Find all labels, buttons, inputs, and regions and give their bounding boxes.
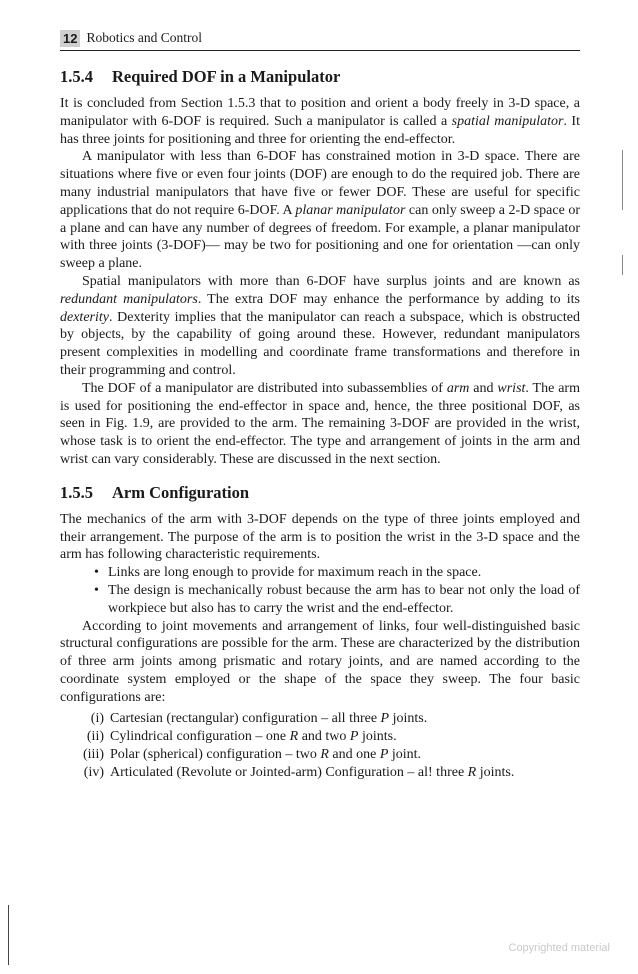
copyright-watermark: Copyrighted material bbox=[508, 942, 610, 954]
running-header bbox=[60, 28, 580, 51]
margin-rule-lower bbox=[622, 255, 623, 275]
list-item: (iii) Polar (spherical) configuration – two R and one P joint. bbox=[83, 746, 422, 762]
configuration-list bbox=[60, 710, 580, 782]
paragraph: The mechanics of the arm with 3-DOF depends on the type of three joints employed and their arrangement. The purpose of the arm is to position the wrist in the 3-D space and the arm has following characteristic requirements. bbox=[60, 511, 580, 563]
paragraph: According to joint movements and arrangement of links, four well-distinguished basic structural configurations are possible for the arm. These are characterized by the distribution of three arm joints among prismatic and rotary joints, and are named according to the coordinate system employed or the shape of the space they sweep. The four basic configurations are: bbox=[60, 618, 580, 705]
list-item: • Links are long enough to provide for maximum reach in the space. bbox=[96, 564, 580, 582]
paragraph: A manipulator with less than 6-DOF has constrained motion in 3-D space. There are situations where five or even four joints (DOF) are enough to do the required job. There are many industrial manipulators that have five or fewer DOF. These are useful for specific applications that do not require 6-DOF. A planar manipulator can only sweep a 2-D space or a plane and can have any number of degrees of freedom. For example, a planar manipulator with three joints (3-DOF)— may be two for positioning and one for orientation —can only sweep a plane. bbox=[60, 149, 580, 272]
list-item: (i) Cartesian (rectangular) configuration – all three P joints. bbox=[90, 710, 428, 726]
paragraph: It is concluded from Section 1.5.3 that to position and orient a body freely in 3-D space, a manipulator with 6-DOF is required. Such a manipulator is called a spatial manipulator. It has three joints for positioning and three for orienting the end-effector. bbox=[60, 96, 580, 147]
paragraph: The DOF of a manipulator are distributed into subassemblies of arm and wrist. The arm is used for positioning the end-effector in space and, hence, the three positional DOF, as seen in Fig. 1.9, are provided to the arm. The remaining 3-DOF are provided in the wrist, whose task is to orient the end-effector. The type and arrangement of joints in the arm and wrist can vary considerably. These are discussed in the next section. bbox=[60, 380, 580, 467]
margin-rule-upper bbox=[622, 150, 623, 210]
list-item: (iv) Articulated (Revolute or Jointed-arm) Configuration – al! three R joints. bbox=[83, 764, 515, 780]
section-heading-1-5-4 bbox=[60, 67, 580, 87]
paragraph: Spatial manipulators with more than 6-DOF have surplus joints and are known as redundant manipulators. The extra DOF may enhance the performance by adding to its dexterity. Dexterity implies that the manipulator can reach a subspace, which is obstructed by objects, by the capability of going around these. However, redundant manipulators present complexities in modelling and coordinate frame transformations and therefore in their programming and control. bbox=[60, 273, 581, 378]
book-page bbox=[60, 28, 580, 782]
section-title: Required DOF in a Manipulator bbox=[112, 67, 341, 86]
section-number: 1.5.4 bbox=[60, 67, 93, 86]
list-item: (ii) Cylindrical configuration – one R and two P joints. bbox=[86, 728, 397, 744]
margin-rule-bottom bbox=[8, 905, 9, 965]
requirements-list bbox=[60, 564, 580, 617]
running-title: Robotics and Control bbox=[86, 30, 202, 45]
section-number: 1.5.5 bbox=[60, 482, 93, 502]
section-title: Arm Configuration bbox=[112, 482, 250, 502]
section-heading-1-5-5 bbox=[60, 483, 580, 503]
list-item: • The design is mechanically robust because the arm has to bear not only the load of workpiece but also has to carry the wrist and the end-effector. bbox=[96, 582, 580, 618]
page-number: 12 bbox=[60, 30, 80, 47]
